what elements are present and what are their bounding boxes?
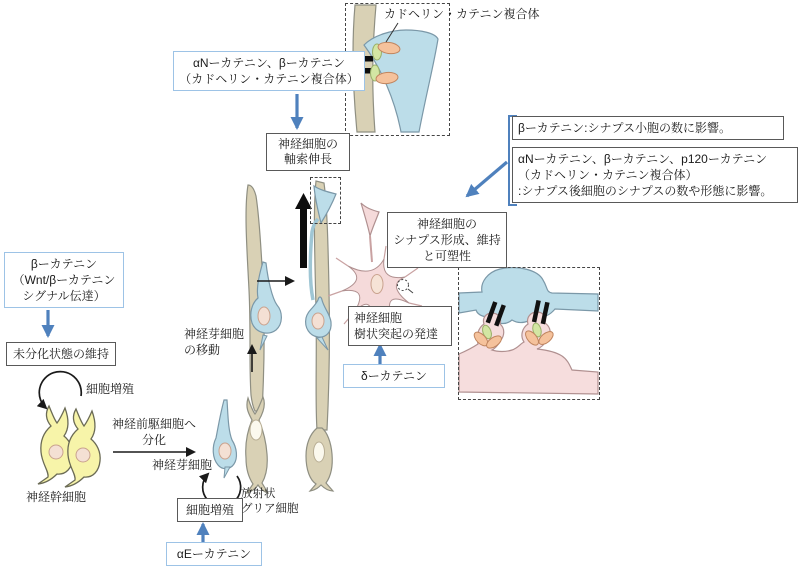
synapse-site-marker	[398, 280, 409, 291]
zoom-source-frame-axon-tip	[310, 177, 341, 224]
box-cell-proliferation-glia: 細胞増殖	[177, 498, 243, 522]
inset-frame-synapse	[458, 267, 600, 400]
bottom-neuroblast-cell	[213, 400, 236, 478]
box-alpha-e-catenin: αEーカテニン	[166, 542, 262, 566]
differentiation-label: 神経前駆細胞へ 分化	[111, 417, 196, 447]
neuroblast-migration-label: 神経芽細胞 の移動	[184, 327, 245, 357]
proliferation-cycle-arrow-stem	[39, 372, 81, 408]
box-synapse-formation: 神経細胞の シナプス形成、維持 と可塑性	[387, 212, 507, 268]
cadherin-complex-label: カドヘリン・カテニン複合体	[384, 7, 540, 21]
box-alpha-n-beta-catenin: αNーカテニン、βーカテニン （カドヘリン・カテニン複合体）	[173, 51, 365, 91]
box-delta-catenin: δーカテニン	[343, 364, 445, 388]
box-axon-elongation: 神経細胞の 軸索伸長	[266, 133, 350, 171]
cell-proliferation-stem-label: 細胞増殖	[86, 382, 135, 396]
neural-stem-cell-label: 神経幹細胞	[26, 490, 87, 504]
radial-glia-label: 放射状 グリア細胞	[241, 488, 299, 515]
neuroblast-label: 神経芽細胞	[152, 458, 213, 472]
box-alpha-n-beta-p120: αNーカテニン、βーカテニン、p120ーカテニン （カドヘリン・カテニン複合体） :シナプス後細胞のシナプスの数や形態に影響。	[512, 147, 798, 203]
box-beta-catenin-wnt: βーカテニン （Wnt/βーカテニン シグナル伝達）	[4, 252, 124, 308]
box-beta-catenin-vesicle: βーカテニン:シナプス小胞の数に影響。	[512, 116, 784, 140]
box-undifferentiated-maintenance: 未分化状態の維持	[6, 342, 116, 366]
box-dendrite-development: 神経細胞 樹状突起の発達	[348, 306, 452, 346]
neural-stem-cells	[38, 406, 100, 487]
bottom-radial-glia-cell	[246, 397, 268, 493]
